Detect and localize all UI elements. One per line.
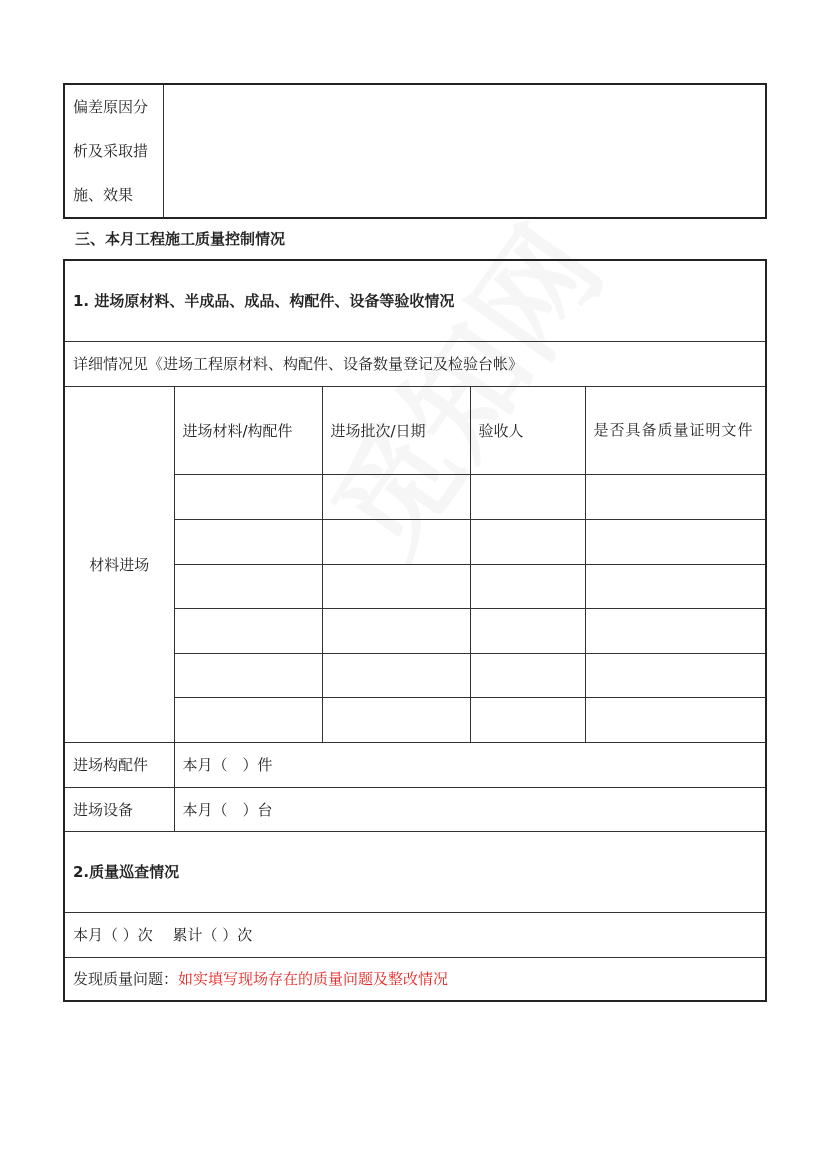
cell[interactable] xyxy=(470,519,585,564)
cell[interactable] xyxy=(470,608,585,653)
acceptance-title: 1. 进场原材料、半成品、成品、构配件、设备等验收情况 xyxy=(64,260,766,341)
components-value[interactable]: 本月（ ）件 xyxy=(174,742,766,787)
deviation-table xyxy=(63,83,767,219)
cell[interactable] xyxy=(470,697,585,742)
cell[interactable] xyxy=(174,653,322,697)
col-header-inspector: 验收人 xyxy=(470,386,585,474)
issues-hint: 如实填写现场存在的质量问题及整改情况 xyxy=(178,970,449,989)
cell[interactable] xyxy=(585,474,766,519)
cell[interactable] xyxy=(470,653,585,697)
cell[interactable] xyxy=(174,564,322,608)
cell[interactable] xyxy=(585,608,766,653)
cell[interactable] xyxy=(470,474,585,519)
cell[interactable] xyxy=(322,519,470,564)
issues-row[interactable] xyxy=(64,957,766,1001)
issues-label: 发现质量问题： xyxy=(73,970,179,989)
cell[interactable] xyxy=(322,608,470,653)
material-entry-label: 材料进场 xyxy=(64,386,174,742)
inspection-count[interactable]: 本月（ ）次 累计（ ）次 xyxy=(64,912,766,957)
cell[interactable] xyxy=(585,653,766,697)
cell[interactable] xyxy=(322,474,470,519)
equipment-value[interactable]: 本月（ ）台 xyxy=(174,787,766,831)
quality-control-table xyxy=(63,259,767,1002)
equipment-label: 进场设备 xyxy=(64,787,174,831)
col-header-certificate: 是否具备质量证明文件 xyxy=(585,386,766,474)
col-header-material: 进场材料/构配件 xyxy=(174,386,322,474)
cell[interactable] xyxy=(174,697,322,742)
cell[interactable] xyxy=(174,474,322,519)
cell[interactable] xyxy=(322,697,470,742)
cell[interactable] xyxy=(470,564,585,608)
components-label: 进场构配件 xyxy=(64,742,174,787)
deviation-content[interactable] xyxy=(163,84,766,218)
cell[interactable] xyxy=(585,564,766,608)
cell[interactable] xyxy=(174,519,322,564)
inspection-title: 2.质量巡查情况 xyxy=(64,831,766,912)
deviation-label: 偏差原因分析及采取措施、效果 xyxy=(64,84,163,218)
cell[interactable] xyxy=(322,653,470,697)
section-heading: 三、本月工程施工质量控制情况 xyxy=(75,230,286,248)
cell[interactable] xyxy=(322,564,470,608)
detail-note: 详细情况见《进场工程原材料、构配件、设备数量登记及检验台帐》 xyxy=(64,341,766,386)
cell[interactable] xyxy=(585,519,766,564)
cell[interactable] xyxy=(585,697,766,742)
cell[interactable] xyxy=(174,608,322,653)
col-header-batch-date: 进场批次/日期 xyxy=(322,386,470,474)
